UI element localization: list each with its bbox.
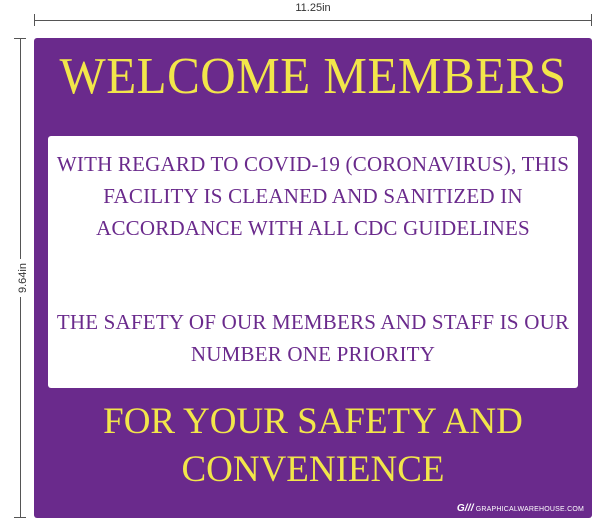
sign-board (34, 38, 592, 518)
width-dimension-guide (34, 2, 592, 26)
safety-statement (48, 306, 578, 370)
footer-message (34, 398, 592, 494)
cleaning-statement-line: ACCORDANCE WITH ALL CDC GUIDELINES (96, 216, 530, 240)
safety-statement-line: NUMBER ONE PRIORITY (190, 342, 436, 366)
safety-statement-line: THE SAFETY OF OUR MEMBERS AND STAFF IS OUR (56, 310, 570, 334)
cleaning-statement (48, 148, 578, 244)
height-dimension-guide (14, 38, 29, 518)
footer-line: CONVENIENCE (181, 449, 445, 490)
cleaning-statement-line: FACILITY IS CLEANED AND SANITIZED IN (103, 184, 523, 208)
width-dimension-tick-right (591, 14, 592, 26)
cleaning-statement-line: WITH REGARD TO COVID-19 (CORONAVIRUS), THIS (56, 152, 570, 176)
width-dimension-label: 11.25in (291, 2, 334, 14)
height-dimension-label: 9.64in (17, 259, 29, 297)
sign-title: WELCOME MEMBERS (59, 46, 567, 105)
width-dimension-tick-left (34, 14, 35, 26)
brand-url: GRAPHICALWAREHOUSE.COM (475, 506, 584, 513)
height-dimension-tick-bottom (14, 517, 26, 518)
message-panel (48, 136, 578, 388)
brand-logo: G/// (456, 503, 474, 514)
footer-line: FOR YOUR SAFETY AND (103, 401, 523, 442)
width-dimension-line (34, 20, 592, 21)
height-dimension-tick-top (14, 38, 26, 39)
brand-watermark (457, 503, 584, 514)
